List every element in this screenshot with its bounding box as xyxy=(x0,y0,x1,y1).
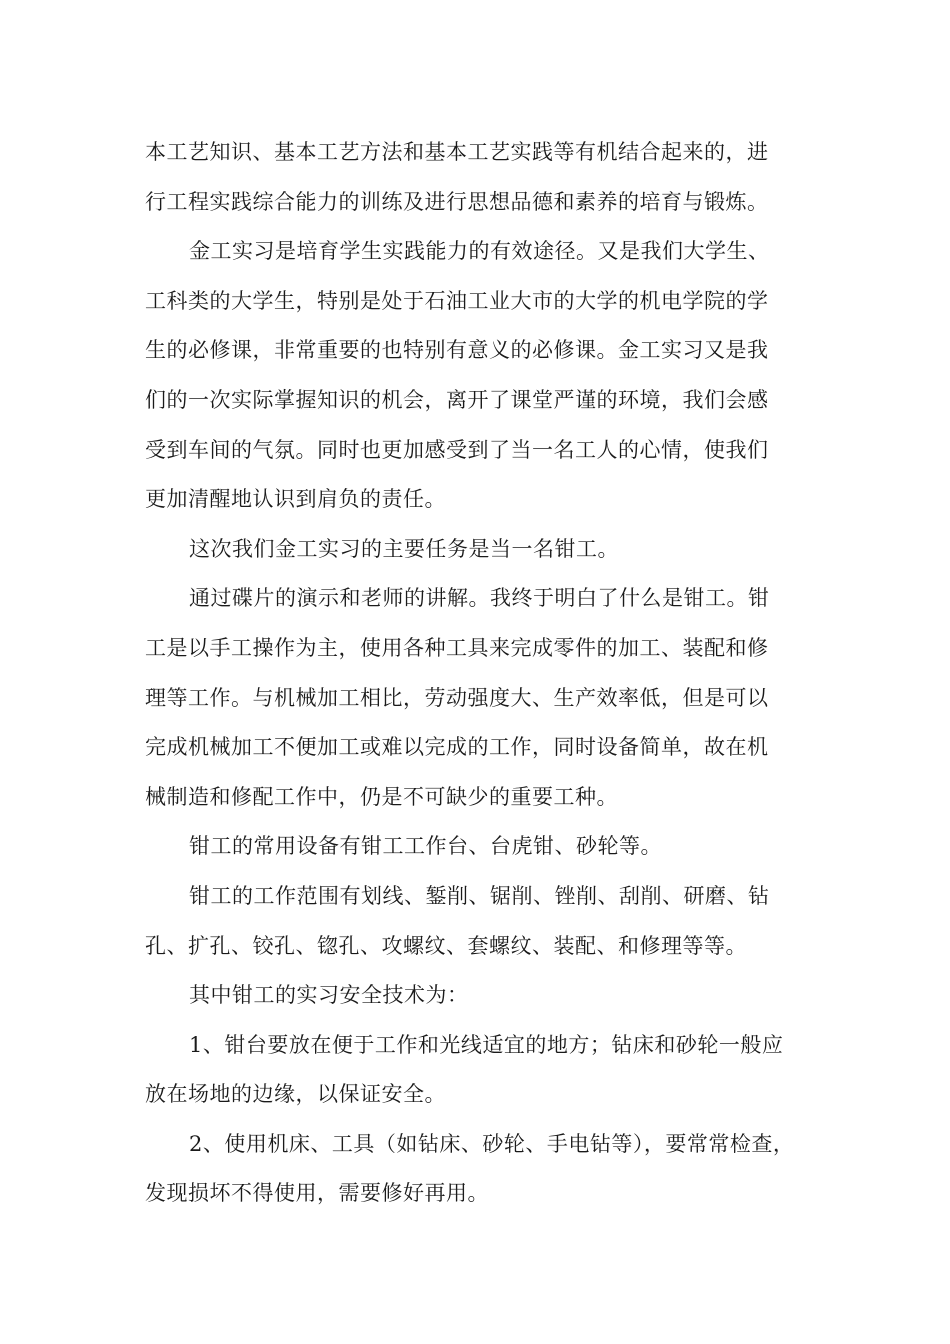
text-line: 本工艺知识、基本工艺方法和基本工艺实践等有机结合起来的，进 xyxy=(145,140,769,164)
text-line: 放在场地的边缘，以保证安全。 xyxy=(145,1082,446,1107)
text-line: 1、钳台要放在便于工作和光线适宜的地方；钻床和砂轮一般应 xyxy=(189,1032,784,1057)
text-line: 发现损坏不得使用，需要修好再用。 xyxy=(145,1181,489,1206)
text-line: 其中钳工的实习安全技术为： xyxy=(189,983,469,1008)
text-line: 通过碟片的演示和老师的讲解。我终于明白了什么是钳工。钳 xyxy=(189,586,770,611)
text-line: 理等工作。与机械加工相比，劳动强度大、生产效率低，但是可以 xyxy=(145,685,769,710)
body-text xyxy=(145,128,825,1219)
text-line: 工科类的大学生，特别是处于石油工业大市的大学的机电学院的学 xyxy=(145,288,769,313)
text-line: 孔、扩孔、铰孔、锪孔、攻螺纹、套螺纹、装配、和修理等等。 xyxy=(145,933,747,958)
text-line: 受到车间的气氛。同时也更加感受到了当一名工人的心情，使我们 xyxy=(145,437,769,462)
text-line: 工是以手工操作为主，使用各种工具来完成零件的加工、装配和修 xyxy=(145,635,769,660)
text-line: 生的必修课，非常重要的也特别有意义的必修课。金工实习又是我 xyxy=(145,338,769,363)
text-line: 更加清醒地认识到肩负的责任。 xyxy=(145,487,446,512)
text-line: 2、使用机床、工具（如钻床、砂轮、手电钻等），要常常检查， xyxy=(189,1131,795,1156)
text-line: 们的一次实际掌握知识的机会，离开了课堂严谨的环境，我们会感 xyxy=(145,387,769,412)
text-line: 这次我们金工实习的主要任务是当一名钳工。 xyxy=(189,536,619,561)
text-line: 钳工的工作范围有划线、錾削、锯削、锉削、刮削、研磨、钻 xyxy=(189,883,770,908)
text-line: 完成机械加工不便加工或难以完成的工作，同时设备简单，故在机 xyxy=(145,735,769,760)
text-line: 钳工的常用设备有钳工工作台、台虎钳、砂轮等。 xyxy=(189,834,662,859)
text-line: 械制造和修配工作中，仍是不可缺少的重要工种。 xyxy=(145,784,618,809)
text-line: 金工实习是培育学生实践能力的有效途径。又是我们大学生、 xyxy=(189,239,770,264)
text-line: 行工程实践综合能力的训练及进行思想品德和素养的培育与锻炼。 xyxy=(145,189,769,214)
